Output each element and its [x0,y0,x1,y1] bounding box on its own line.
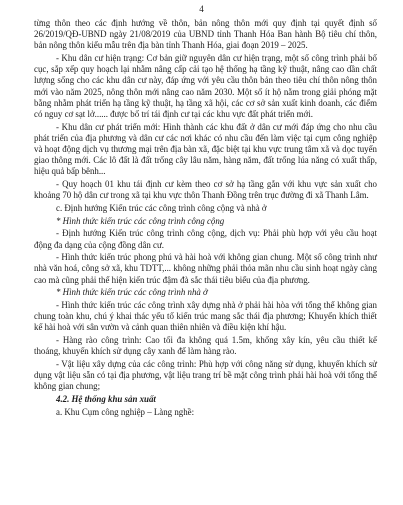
paragraph-new-residential: - Khu dân cư phát triển mới: Hình thành các khu đất ở dân cư mới đáp ứng cho nhu cầu phát triển của địa phương và dân cư các nơi khác có nhu cầu đến làm việc tại cụm công nghiệp và hoạt động dịch vụ thương mại trên địa bàn xã, đặc biệt tại khu vực trung tâm xã và dọc tuyến giao thông mới. Các lô đất là đất trống cây lâu năm, hàng năm, đất trống lúa năng có xuất thấp, hiệu quả bấp bênh... [34,121,377,177]
page-number: 4 [199,4,204,14]
heading-public-buildings: * Hình thức kiến trúc các công trình công cộng [56,215,225,226]
paragraph-housing-form: - Hình thức kiến trúc các công trình xây dựng nhà ở phải hài hòa với tổng thể không gian chung toàn khu, chú ý khai thác yếu tố kiến trúc mang sắc thái địa phương; Khuyến khích thiết kế hài hoà với sân vườn và cảnh quan thiên nhiên và điều kiện khí hậu. [34,300,377,333]
heading-production-system: 4.2. Hệ thống khu sản xuất [56,394,156,405]
paragraph-fence: - Hàng rào công trình: Cao tối đa không quá 1.5m, khống xây kín, yêu cầu thiết kế thoáng, khuyến khích sử dụng cây xanh để làm hàng rào. [34,335,377,357]
heading-architecture-orientation: c. Định hướng Kiến trúc các công trình công cộng và nhà ở [56,202,267,213]
paragraph-public-orientation: - Định hướng Kiến trúc công trình công cộng, dịch vụ: Phải phù hợp với yêu cầu hoạt động đa dạng của cộng đồng dân cư. [34,228,377,250]
paragraph-intro: từng thôn theo các định hướng về thôn, bản nông thôn mới quy định tại quyết định số 26/2019/QĐ-UBND ngày 21/08/2019 của UBND tỉnh Thanh Hóa Ban hành Bộ tiêu chí thôn, bản nông thôn kiểu mẫu trên địa bàn tỉnh Thanh Hóa, giai đoạn 2019 – 2025. [34,18,377,51]
heading-housing: * Hình thức kiến trúc các công trình nhà ở [56,287,208,298]
paragraph-materials: - Vật liệu xây dựng của các công trình: Phù hợp với công năng sử dụng, khuyến khích sử dụng vật liệu sẵn có tại địa phương, vật liệu trang trí bề mặt công trình phải hài hoà với tổng thể không gian chung; [34,359,377,392]
paragraph-resettlement: - Quy hoạch 01 khu tái định cư kèm theo cơ sở hạ tầng gắn với khu vực sản xuất cho khoảng 70 hộ dân cư trong xã tại khu vực thôn Thanh Đồng trên trục đường đi xã Thanh Lâm. [34,178,377,201]
paragraph-existing-residential: - Khu dân cư hiện trạng: Cơ bản giữ nguyên dân cư hiện trạng, một số công trình phải bố cục, sắp xếp quy hoạch lại nhằm nâng cấp cải tạo hệ thống hạ tầng kỹ thuật, nâng cao dần chất lượng sống cho các khu dân cư này, đáp ứng với yêu cầu thôn bản theo tiêu chí thôn nông thôn mới vào năm 2025, nông thôn mới nâng cao năm 2030. Một số ít hộ nằm trong giải phóng mặt bằng nhằm phát triển hạ tầng kỹ thuật, hạ tầng xã hội, các cơ sở sản xuất kinh doanh, các điểm có nguy cơ sạt lở...... được bố trí tái định cư tại các khu vực đất phát triển mới. [34,53,377,119]
paragraph-public-form: - Hình thức kiến trúc phong phú và hài hoà với không gian chung. Một số công trình như nhà văn hoá, công sở xã, khu TDTT,... không những phải thỏa mãn nhu cầu sinh hoạt ngày càng cao mà cũng phải thể hiện kiến trúc đậm đà sắc thái tiêu biểu của địa phương. [34,252,377,285]
heading-industrial-cluster: a. Khu Cụm công nghiệp – Làng nghề: [56,406,195,417]
